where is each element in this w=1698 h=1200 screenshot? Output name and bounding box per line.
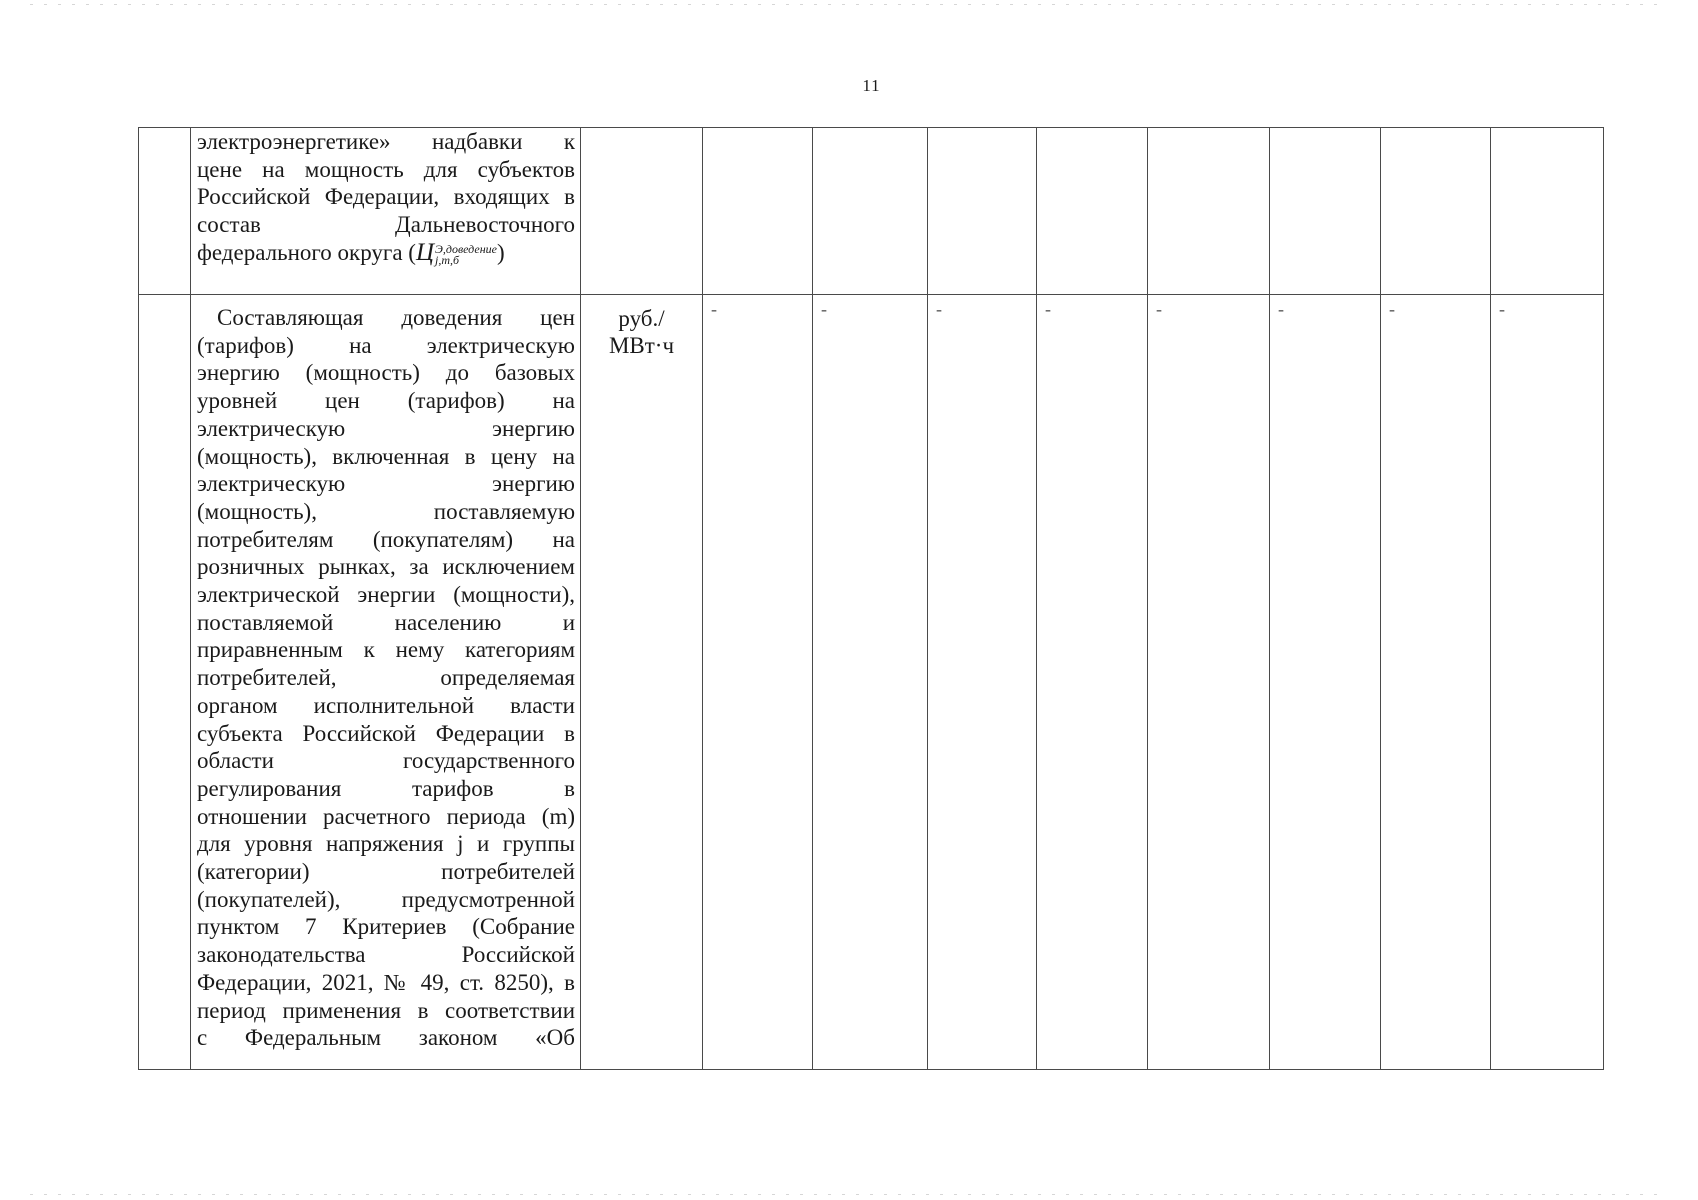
description-line: электрическую энергию	[197, 471, 575, 497]
unit-cell	[581, 295, 703, 1070]
value-dash: -	[936, 299, 942, 319]
value-cell	[1270, 128, 1381, 295]
scan-artifact-top	[30, 4, 1668, 5]
description-line-with-formula	[197, 239, 575, 267]
description-line: розничных рынках, за исключением	[197, 554, 575, 580]
value-dash: -	[1389, 299, 1395, 319]
value-cell	[1381, 128, 1491, 295]
description-line: (тарифов) на электрическую	[197, 332, 575, 358]
value-cell	[1491, 128, 1604, 295]
formula-superscript: Э,доведение	[435, 241, 498, 256]
row-number-cell	[139, 295, 191, 1070]
description-line: Российской Федерации, входящих в	[197, 184, 575, 210]
description-line: (покупателей), предусмотренной	[197, 886, 575, 912]
description-line: (категории) потребителей	[197, 859, 575, 885]
description-line: поставляемой населению и	[197, 609, 575, 635]
description-line: энергию (мощность) до базовых	[197, 360, 575, 386]
row1-description	[191, 128, 580, 267]
description-line: (мощность), поставляемую	[197, 498, 575, 524]
unit-line-1: руб./	[618, 306, 665, 331]
description-line: цене на мощность для субъектов	[197, 156, 575, 182]
value-dash: -	[711, 299, 717, 319]
value-cell	[703, 128, 813, 295]
description-line: потребителям (покупателям) на	[197, 526, 575, 552]
formula-symbol: Ц	[415, 238, 435, 266]
value-cell	[1148, 128, 1270, 295]
description-line: субъекта Российской Федерации в	[197, 720, 575, 746]
description-line: электрической энергии (мощности),	[197, 582, 575, 608]
scan-artifact-bottom	[30, 1194, 1668, 1195]
description-line: федерального округа (	[197, 239, 416, 265]
description-line: законодательства Российской	[197, 942, 575, 968]
description-line: Составляющая доведения цен	[217, 305, 575, 330]
value-cell	[1037, 128, 1148, 295]
description-line: с Федеральным законом «Об	[197, 1025, 575, 1051]
table-row-2	[139, 295, 1604, 1070]
unit-cell	[581, 128, 703, 295]
description-line: приравненным к нему категориям	[197, 637, 575, 663]
value-cell	[928, 128, 1037, 295]
page-number: 11	[862, 76, 881, 95]
formula-close: )	[497, 239, 505, 265]
description-cell	[191, 295, 581, 1070]
description-line: отношении расчетного периода (m)	[197, 803, 575, 829]
formula-indices	[435, 241, 498, 267]
value-dash: -	[1278, 299, 1284, 319]
description-line: уровней цен (тарифов) на	[197, 388, 575, 414]
description-line: период применения в соответствии	[197, 997, 575, 1023]
description-line: органом исполнительной власти	[197, 692, 575, 718]
table-row-1	[139, 128, 1604, 295]
row2-description	[191, 295, 580, 1052]
description-line: электрическую энергию	[197, 415, 575, 441]
value-dash: -	[1499, 299, 1505, 319]
formula-subscript: j,m,б	[435, 252, 460, 267]
tariff-table	[138, 127, 1604, 1070]
unit-line-2: МВт·ч	[608, 333, 675, 358]
description-line: электроэнергетике» надбавки к	[197, 129, 575, 154]
description-line: (мощность), включенная в цену на	[197, 443, 575, 469]
value-cell	[813, 128, 928, 295]
row-number-cell	[139, 128, 191, 295]
description-line: Федерации, 2021, № 49, ст. 8250), в	[197, 969, 575, 995]
value-dash: -	[1156, 299, 1162, 319]
description-line: регулирования тарифов в	[197, 775, 575, 801]
description-line: состав Дальневосточного	[197, 212, 575, 238]
description-cell	[191, 128, 581, 295]
description-line: для уровня напряжения j и группы	[197, 831, 575, 857]
value-dash: -	[1045, 299, 1051, 319]
value-dash: -	[821, 299, 827, 319]
description-line: области государственного	[197, 748, 575, 774]
description-line: потребителей, определяемая	[197, 665, 575, 691]
description-line: пунктом 7 Критериев (Собрание	[197, 914, 575, 940]
